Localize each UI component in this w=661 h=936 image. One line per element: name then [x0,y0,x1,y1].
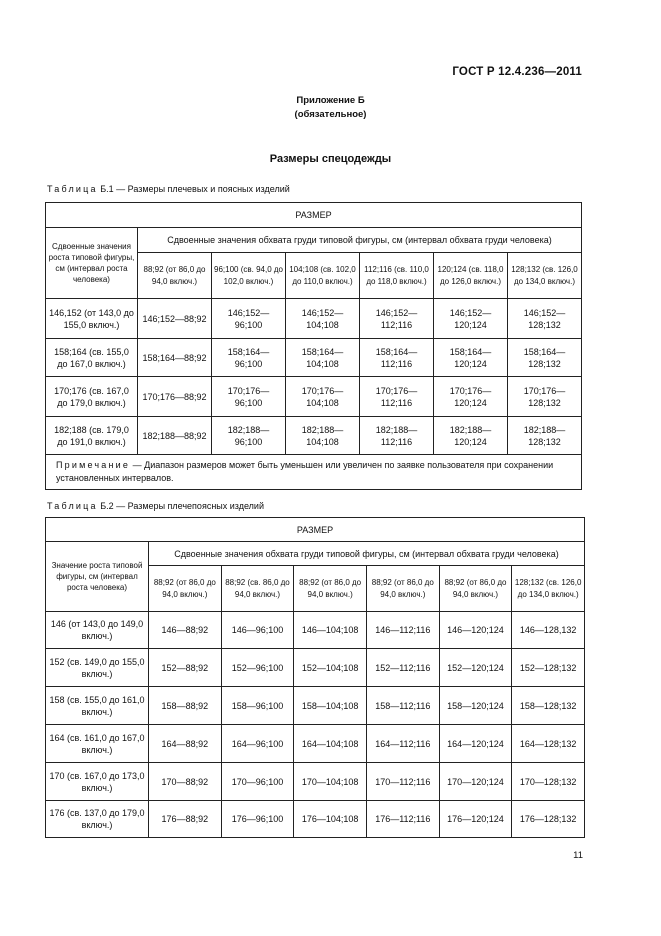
table-row [46,612,585,649]
table-cell: 146;152—128;132 [508,299,582,339]
table2-caption-word: Таблица [47,501,98,511]
table-cell: 170—128;132 [512,763,585,801]
column-header: 112;116 (св. 110,0 до 118,0 включ.) [360,253,434,299]
table-cell: 170—112;116 [366,763,439,801]
table-row [46,649,585,687]
table-row [46,377,582,417]
table-cell: 146;152—104;108 [286,299,360,339]
column-header: 88;92 (от 86,0 до 94,0 включ.) [149,566,222,612]
table-note [46,455,582,490]
row-label: 176 (св. 137,0 до 179,0 включ.) [46,801,149,838]
table-cell: 176—88;92 [149,801,222,838]
table-cell: 158;164—112;116 [360,339,434,377]
size-header: РАЗМЕР [46,203,582,228]
table-cell: 170—96;100 [221,763,294,801]
table-row [46,339,582,377]
row-header: Значение роста типовой фигуры, см (интервал роста человека) [46,542,149,612]
column-group-header: Сдвоенные значения обхвата груди типовой фигуры, см (интервал обхвата груди человека) [149,542,585,566]
table-cell: 176—104;108 [294,801,367,838]
table-cell: 164—128;132 [512,725,585,763]
page-number: 11 [573,850,583,861]
column-header: 88;92 (от 86,0 до 94,0 включ.) [439,566,512,612]
table-cell: 170—120;124 [439,763,512,801]
table-cell: 170;176—128;132 [508,377,582,417]
table-cell: 176—112;116 [366,801,439,838]
table-cell: 146;152—96;100 [212,299,286,339]
row-label: 170 (св. 167,0 до 173,0 включ.) [46,763,149,801]
table-cell: 158—88;92 [149,687,222,725]
table-cell: 158—120;124 [439,687,512,725]
size-header: РАЗМЕР [46,518,585,542]
column-header: 88;92 (от 86,0 до 94,0 включ.) [294,566,367,612]
table-row [46,687,585,725]
table2-caption-text: Б.2 — Размеры плечепоясных изделий [100,501,264,511]
column-header: 88;92 (от 86,0 до 94,0 включ.) [138,253,212,299]
table-cell: 170;176—88;92 [138,377,212,417]
table-cell: 152—112;116 [366,649,439,687]
table-cell: 170—104;108 [294,763,367,801]
table-cell: 182;188—96;100 [212,417,286,455]
table-row [46,299,582,339]
table-cell: 152—104;108 [294,649,367,687]
table-cell: 170;176—120;124 [434,377,508,417]
table-cell: 152—128;132 [512,649,585,687]
column-header: 96;100 (св. 94,0 до 102,0 включ.) [212,253,286,299]
row-label: 164 (св. 161,0 до 167,0 включ.) [46,725,149,763]
table1-caption [47,184,290,194]
table-cell: 158;164—104;108 [286,339,360,377]
table-b2 [45,517,585,838]
column-header: 104;108 (св. 102,0 до 110,0 включ.) [286,253,360,299]
table-cell: 176—120;124 [439,801,512,838]
row-label: 152 (св. 149,0 до 155,0 включ.) [46,649,149,687]
table-cell: 158;164—96;100 [212,339,286,377]
column-header: 128;132 (св. 126,0 до 134,0 включ.) [508,253,582,299]
column-header: 128;132 (св. 126,0 до 134,0 включ.) [512,566,585,612]
row-header: Сдвоенные значения роста типовой фигуры, см (интервал роста человека) [46,228,138,299]
table-cell: 176—96;100 [221,801,294,838]
table-row [46,763,585,801]
table-cell: 170;176—96;100 [212,377,286,417]
table1-caption-word: Таблица [47,184,98,194]
table-cell: 164—96;100 [221,725,294,763]
table-row [46,725,585,763]
column-header: 120;124 (св. 118,0 до 126,0 включ.) [434,253,508,299]
row-label: 146,152 (от 143,0 до 155,0 включ.) [46,299,138,339]
table-cell: 146—112;116 [366,612,439,649]
table-cell: 158;164—120;124 [434,339,508,377]
table-cell: 158—104;108 [294,687,367,725]
table-cell: 164—104;108 [294,725,367,763]
table-cell: 164—120;124 [439,725,512,763]
table-cell: 164—88;92 [149,725,222,763]
table-cell: 182;188—128;132 [508,417,582,455]
table-cell: 170;176—112;116 [360,377,434,417]
column-header: 88;92 (от 86,0 до 94,0 включ.) [366,566,439,612]
row-label: 158 (св. 155,0 до 161,0 включ.) [46,687,149,725]
table-cell: 170;176—104;108 [286,377,360,417]
table-cell: 182;188—88;92 [138,417,212,455]
row-label: 146 (от 143,0 до 149,0 включ.) [46,612,149,649]
appendix-heading [0,94,661,122]
table-cell: 146;152—120;124 [434,299,508,339]
table-cell: 158—112;116 [366,687,439,725]
appendix-status: (обязательное) [294,109,367,120]
table-cell: 146—104;108 [294,612,367,649]
table-cell: 152—96;100 [221,649,294,687]
table-b1 [45,202,582,490]
table-cell: 146;152—112;116 [360,299,434,339]
note-label: Примечание [56,460,131,470]
table-cell: 146—120;124 [439,612,512,649]
table-cell: 146—96;100 [221,612,294,649]
table-row [46,801,585,838]
table-row [46,417,582,455]
table-cell: 158—128;132 [512,687,585,725]
note-text: — Диапазон размеров может быть уменьшен или увеличен по заявке пользователя при сохранении установленных интервалов. [56,460,554,483]
table-cell: 170—88;92 [149,763,222,801]
table-cell: 158—96;100 [221,687,294,725]
row-label: 182;188 (св. 179,0 до 191,0 включ.) [46,417,138,455]
column-group-header: Сдвоенные значения обхвата груди типовой фигуры, см (интервал обхвата груди человека) [138,228,582,253]
table-cell: 152—88;92 [149,649,222,687]
table-cell: 182;188—104;108 [286,417,360,455]
table-cell: 152—120;124 [439,649,512,687]
table2-caption [47,501,264,511]
table1-caption-text: Б.1 — Размеры плечевых и поясных изделий [100,184,290,194]
table-cell: 164—112;116 [366,725,439,763]
row-label: 170;176 (св. 167,0 до 179,0 включ.) [46,377,138,417]
table-cell: 182;188—112;116 [360,417,434,455]
table-cell: 158;164—88;92 [138,339,212,377]
column-header: 88;92 (св. 86,0 до 94,0 включ.) [221,566,294,612]
table-cell: 158;164—128;132 [508,339,582,377]
appendix-title: Приложение Б [296,95,365,106]
table-cell: 146—128,132 [512,612,585,649]
row-label: 158;164 (св. 155,0 до 167,0 включ.) [46,339,138,377]
table-cell: 146;152—88;92 [138,299,212,339]
standard-designation: ГОСТ Р 12.4.236—2011 [452,66,582,78]
table-cell: 176—128;132 [512,801,585,838]
section-title: Размеры спецодежды [269,153,392,165]
table-cell: 146—88;92 [149,612,222,649]
table-cell: 182;188—120;124 [434,417,508,455]
